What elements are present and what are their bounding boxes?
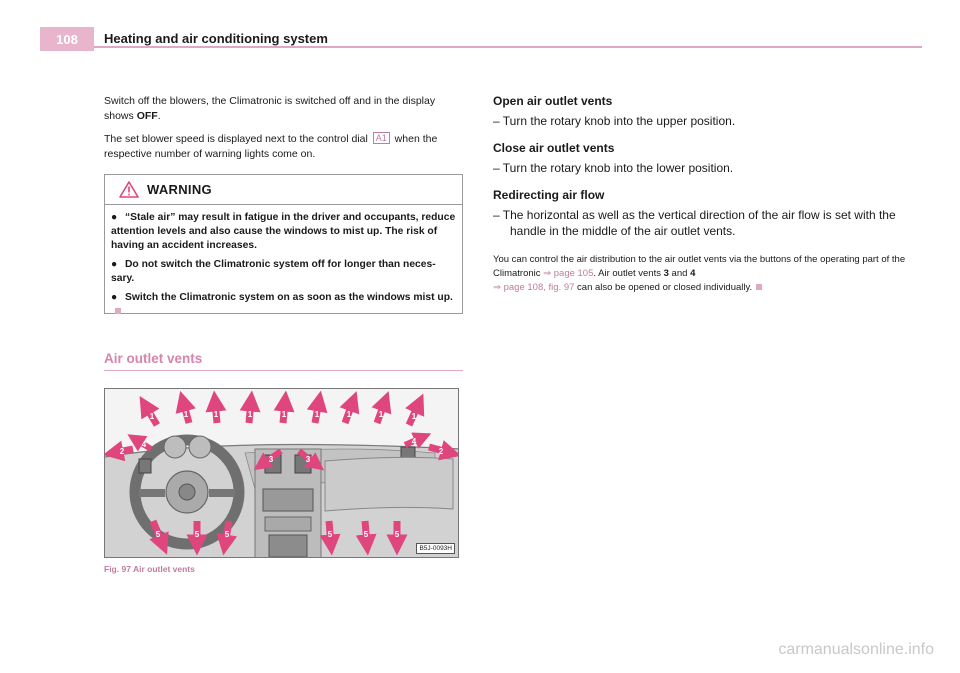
running-title: Heating and air conditioning system [104,31,328,46]
bullet: ● [111,212,118,223]
text: can also be opened or closed individually. [574,282,753,293]
step-close-vents: – Turn the rotary knob into the lower position. [493,161,734,175]
bullet: ● [111,292,118,303]
arrow-label-5: 5 [194,530,200,539]
arrow-label-3: 3 [305,455,311,464]
warning-text: Switch the Climatronic system on as soon as the windows mist up. [125,292,453,303]
arrow-label-1: 1 [247,410,253,419]
end-of-section-mark [756,284,762,290]
arrow-label-4: 4 [141,440,147,449]
figure-air-outlet-vents [104,388,459,558]
text: and [668,268,691,279]
text: Switch off the blowers, the Climatronic is switched off and in the display shows [104,95,436,122]
watermark: carmanualsonline.info [778,641,934,658]
arrow-label-1: 1 [314,410,320,419]
figure-caption: Fig. 97 Air outlet vents [104,564,195,574]
arrow-label-1: 1 [411,412,417,421]
text: . [157,110,161,122]
vent-side-left [139,459,151,473]
arrow-label-1: 1 [346,410,352,419]
arrow-label-4: 4 [411,437,417,446]
warning-box [104,174,463,314]
warning-item [111,258,458,286]
section-rule [104,370,463,371]
link-page-105[interactable]: ⇒ page 105 [543,268,594,279]
vent-number: 3 [663,268,669,279]
arrow-label-1: 1 [213,410,219,419]
warning-text: Do not switch the Climatronic system off for longer than neces-sary. [111,259,436,284]
text: . Air outlet vents [593,268,664,279]
arrow-label-5: 5 [155,530,161,539]
arrow-label-1: 1 [149,412,155,421]
warning-body [105,205,462,319]
arrow-label-3: 3 [268,455,274,464]
figure-code: B5J-0093H [416,543,455,554]
page-number: 108 [40,27,94,51]
text: when the respective number of warning lights come on. [104,133,438,160]
step-open-vents: – Turn the rotary knob into the upper position. [493,114,736,128]
warning-text: “Stale air” may result in fatigue in the driver and occupants, reduce attention levels and also cause the windows to mist up. The risk of having an accident increases. [111,212,456,251]
warning-item [111,291,458,319]
left-column [104,94,464,170]
warning-item [111,211,458,253]
display-off-text: OFF [136,110,158,122]
callout-a1: A1 [373,132,390,144]
arrow-label-5: 5 [327,530,333,539]
warning-header [105,175,462,205]
text: You can control the air distribution to the air outlet vents via the buttons of the operating part of the Climatronic [493,254,906,279]
header-rule [94,46,922,48]
link-page-108-fig-97[interactable]: ⇒ page 108, fig. 97 [493,282,575,293]
text: The set blower speed is displayed next to the control dial [104,133,371,145]
paragraph-blower-off [104,94,464,124]
section-title: Air outlet vents [104,351,203,366]
note-air-distribution [493,253,923,295]
paragraph-blower-speed [104,132,464,162]
arrow-label-1: 1 [281,410,287,419]
step-redirect-airflow: – The horizontal as well as the vertical direction of the air flow is set with the handle in the middle of the air outlet vents. [493,208,896,238]
vent-number: 4 [690,268,696,279]
arrow-label-5: 5 [224,530,230,539]
arrow-label-1: 1 [183,410,189,419]
dashboard-illustration [105,389,459,558]
arrow-label-1: 1 [378,410,384,419]
arrow-label-5: 5 [363,530,369,539]
heading-redirect-airflow: Redirecting air flow [493,188,605,202]
end-of-section-mark [115,308,121,314]
warning-triangle-icon [119,181,139,198]
arrow-label-2: 2 [119,447,125,456]
right-column [493,94,923,295]
arrow-label-2: 2 [438,447,444,456]
arrow-label-5: 5 [394,530,400,539]
heading-open-vents: Open air outlet vents [493,94,613,108]
heading-close-vents: Close air outlet vents [493,141,615,155]
bullet: ● [111,259,118,270]
warning-title: WARNING [147,182,212,197]
